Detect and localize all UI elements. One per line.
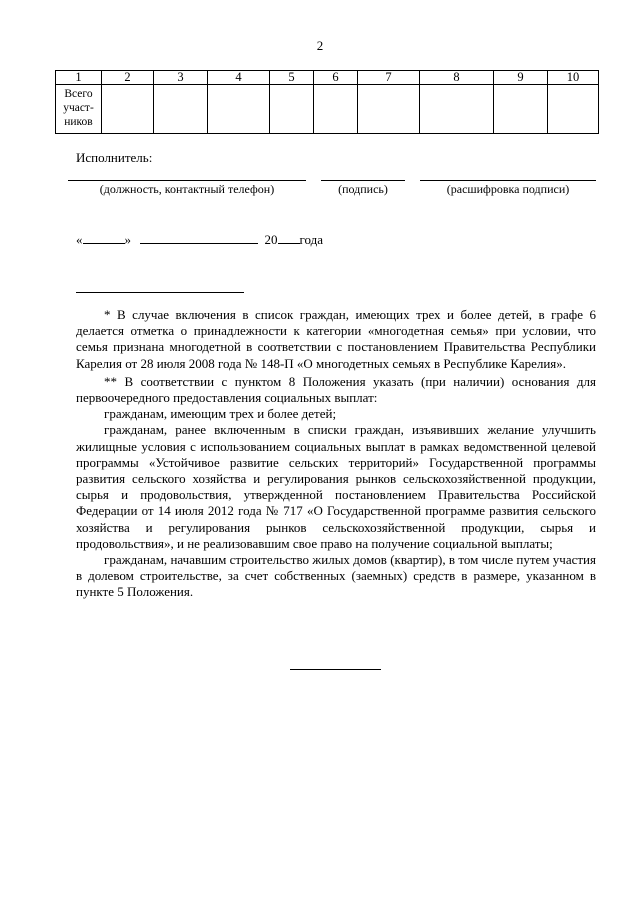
table-cell: [548, 85, 599, 134]
decoding-signature-line: [420, 180, 596, 181]
footnote-separator: [76, 292, 244, 293]
table-cell: [102, 85, 154, 134]
position-signature-line: [68, 180, 306, 181]
footnote-paragraph: гражданам, имеющим трех и более детей;: [104, 406, 337, 422]
total-participants-line: ников: [64, 116, 93, 128]
table-header-cell: 8: [420, 71, 494, 85]
year-blank: [278, 231, 300, 244]
date-open-quote: «: [76, 232, 83, 247]
table-cell: [314, 85, 358, 134]
table-header-cell: 4: [208, 71, 270, 85]
table-cell: [358, 85, 420, 134]
total-participants-line: Всего: [64, 88, 93, 100]
table-header-cell: 6: [314, 71, 358, 85]
year-prefix: 20: [264, 232, 278, 247]
end-separator: [290, 669, 381, 670]
table-cell: [420, 85, 494, 134]
footnote-paragraph: гражданам, начавшим строительство жилых домов (квартир), в том числе путем участия в долевом строительстве, за счет собственных (заемных) средств в размере, указанном в пункте 5 Положения.: [76, 552, 596, 600]
year-suffix: года: [299, 232, 324, 247]
table-header-cell: 10: [548, 71, 599, 85]
table-header-cell: 9: [494, 71, 548, 85]
position-caption: (должность, контактный телефон): [99, 182, 275, 196]
month-blank: [140, 231, 258, 244]
signature-caption: (подпись): [338, 182, 388, 196]
date-line: [76, 231, 323, 248]
page-number: 2: [316, 38, 324, 53]
day-blank: [83, 231, 125, 244]
signature-line: [321, 180, 405, 181]
total-participants-cell: [56, 85, 102, 134]
table-header-row: [56, 71, 599, 85]
decoding-caption: (расшифровка подписи): [446, 182, 570, 196]
footnote-paragraph: ** В соответствии с пунктом 8 Положения указать (при наличии) основания для первоочередного предоставления социальных выплат:: [76, 373, 596, 406]
total-participants-line: участ-: [63, 102, 94, 114]
table-header-cell: 1: [56, 71, 102, 85]
date-close-quote: »: [124, 232, 131, 247]
table-cell: [208, 85, 270, 134]
table-cell: [154, 85, 208, 134]
table-header-cell: 5: [270, 71, 314, 85]
executor-label: Исполнитель:: [76, 150, 153, 165]
table-cell: [494, 85, 548, 134]
participants-table: [55, 70, 599, 134]
footnote-paragraph: * В случае включения в список граждан, имеющих трех и более детей, в графе 6 делается отметка о принадлежности к категории «многодетная семья» при условии, что семья признана многодетной в соответствии с постановлением Правительства Республики Карелия от 28 июля 2008 года № 148-П «О многодетных семьях в Республике Карелия».: [76, 307, 596, 371]
table-header-cell: 2: [102, 71, 154, 85]
footnotes: [76, 307, 596, 601]
table-row: [56, 85, 599, 134]
footnote-paragraph: гражданам, ранее включенным в списки граждан, изъявивших желание улучшить жилищные условия с использованием социальных выплат в рамках ведомственной целевой программы «Устойчивое развитие сельских территорий» Государственной программы развития сельского хозяйства и регулирования рынков сельскохозяйственной продукции, сырья и продовольствия, утвержденной постановлением Правительства Российской Федерации от 14 июля 2012 года № 717 «О Государственной программе развития сельского хозяйства и регулирования рынков сельскохозяйственной продукции, сырья и продовольствия», и не реализовавшим свое право на получение социальной выплаты;: [76, 422, 596, 551]
table-cell: [270, 85, 314, 134]
table-header-cell: 7: [358, 71, 420, 85]
table-header-cell: 3: [154, 71, 208, 85]
